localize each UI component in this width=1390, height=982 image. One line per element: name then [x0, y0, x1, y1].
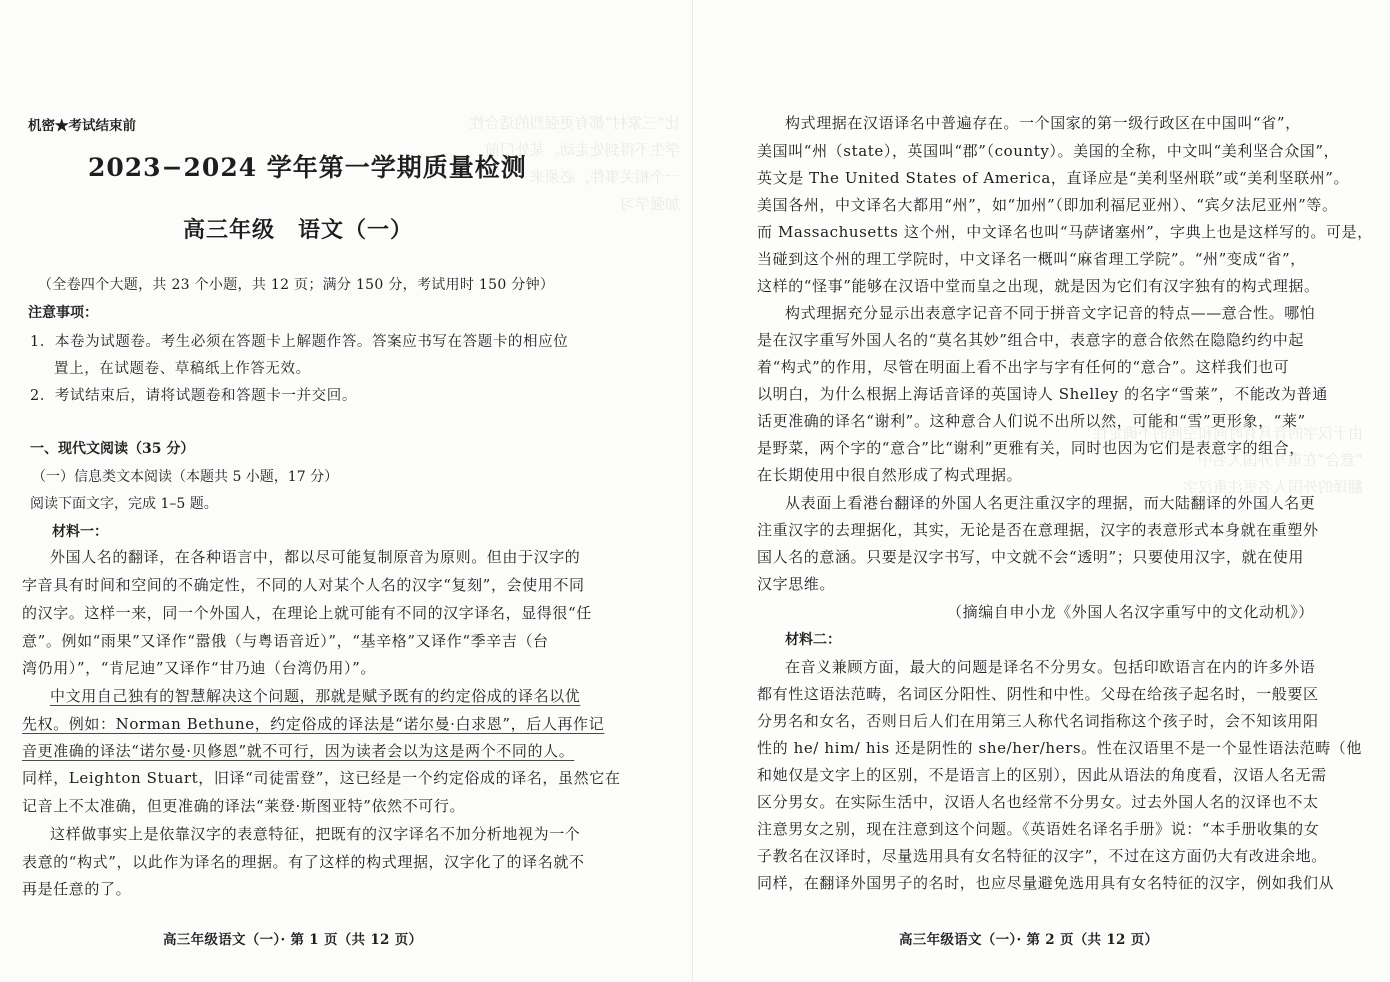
body-line: 美国叫“州（state），英国叫“郡”（county）。美国的全称，中文叫“美利坚合众国”， — [757, 142, 1340, 160]
body-line: 中文用自己独有的智慧解决这个问题，那就是赋予既有的约定俗成的译名以优 — [50, 687, 581, 705]
body-line: 都有性这语法范畴，名词区分阳性、阴性和中性。父母在给孩子起名时，一般要区 — [757, 685, 1319, 703]
body-line: 区分男女。在实际生活中，汉语人名也经常不分男女。过去外国人名的汉译也不太 — [757, 793, 1319, 811]
body-line: 外国人名的翻译，在各种语言中，都以尽可能复制原音为原则。但由于汉字的 — [50, 548, 581, 566]
body-line: 同样，Leighton Stuart，旧译“司徒雷登”，这已经是一个约定俗成的译名，虽然它在 — [22, 769, 621, 787]
citation: （摘编自申小龙《外国人名汉字重写中的文化动机》） — [947, 603, 1314, 621]
note-item: 1．本卷为试题卷。考生必须在答题卡上解题作答。答案应书写在答题卡的相应位 — [30, 334, 569, 350]
body-line: 这样做事实上是依靠汉字的表意特征，把既有的汉字译名不加分析地视为一个 — [50, 825, 581, 843]
body-line: 湾仍用）”，“肯尼迪”又译作“甘乃迪（台湾仍用）”。 — [22, 659, 376, 677]
body-line: 英文是 The United States of America，直译应是“美利坚州联”或“美利坚联州”。 — [757, 169, 1350, 187]
body-line: 记音上不太准确，但更准确的译法“莱登·斯图亚特”依然不可行。 — [22, 797, 466, 815]
body-line: 当碰到这个州的理工学院时，中文译名一概叫“麻省理工学院”。“州”变成“省”， — [757, 250, 1306, 268]
body-line: 着“构式”的作用，尽管在明面上看不出字与字有任何的“意合”。这样我们也可 — [757, 358, 1290, 376]
note-item: 置上，在试题卷、草稿纸上作答无效。 — [54, 361, 311, 377]
body-line: 字音具有时间和空间的不确定性，不同的人对某个人名的汉字“复刻”，会使用不同 — [22, 576, 585, 594]
body-line: 话更准确的译名“谢利”。这种意合人们说不出所以然，可能和“雪”更形象，“莱” — [757, 412, 1306, 430]
material-label: 材料一： — [52, 524, 108, 540]
exam-page-2 — [692, 0, 1390, 982]
bleed-through-left: 比“三家村”都有更强烈的适合性 学生不得到处走动。某处门前 一个相关事件，必须来 加强学习 — [469, 114, 680, 213]
body-line: 先权。例如：Norman Bethune，约定俗成的译法是“诺尔曼·白求恩”，后人再作记 — [22, 715, 605, 733]
body-line: 性的 he/ him/ his 还是阴性的 she/her/hers。性在汉语里不是一个显性语法范畴（他 — [757, 739, 1362, 757]
body-line: 汉字思维。 — [757, 575, 836, 593]
body-line: 的汉字。这样一来，同一个外国人，在理论上就可能有不同的汉字译名，显得很“任 — [22, 604, 592, 622]
body-line: 这样的“怪事”能够在汉语中堂而皇之出现，就是因为它们有汉字独有的构式理据。 — [757, 277, 1320, 295]
body-line: 构式理据充分显示出表意字记音不同于拼音文字记音的特点——意合性。哪怕 — [785, 304, 1316, 322]
body-line: 注意男女之别，现在注意到这个问题。《英语姓名译名手册》说：“本手册收集的女 — [757, 820, 1320, 838]
instruction: 阅读下面文字，完成 1–5 题。 — [30, 496, 218, 512]
body-line: 而 Massachusetts 这个州，中文译名也叫“马萨诸塞州”，字典上也是这样写的。可是， — [757, 223, 1373, 241]
body-line: 国人名的意涵。只要是汉字书写，中文就不会“透明”；只要使用汉字，就在使用 — [757, 548, 1304, 566]
body-line: 在音义兼顾方面，最大的问题是译名不分男女。包括印欧语言在内的许多外语 — [785, 658, 1316, 676]
body-line: 美国各州，中文译名大都用“州”，如“加州”（即加利福尼亚州）、“宾夕法尼亚州”等。 — [757, 196, 1338, 214]
exam-page-1 — [0, 0, 692, 982]
body-line: 子教名在汉译时，尽量选用具有女名特征的汉字”，不过在这方面仍大有改进余地。 — [757, 847, 1327, 865]
body-line: 注重汉字的去理据化，其实，无论是否在意理据，汉字的表意形式本身就在重塑外 — [757, 521, 1319, 539]
body-line: 同样，在翻译外国男子的名时，也应尽量避免选用具有女名特征的汉字，例如我们从 — [757, 874, 1335, 892]
notes-title: 注意事项： — [28, 305, 98, 321]
body-line: 是野菜，两个字的“意合”比“谢利”更雅有关，同时也因为它们是表意字的组合， — [757, 439, 1305, 457]
page-footer: 高三年级语文（一）· 第 2 页（共 12 页） — [899, 932, 1159, 948]
body-line: 分男名和女名，否则日后人们在用第三人称代名词指称这个孩子时，会不知该用阳 — [757, 712, 1319, 730]
exam-title: 2023−2024 学年第一学期质量检测 — [88, 153, 527, 182]
exam-info: （全卷四个大题，共 23 个小题，共 12 页；满分 150 分，考试用时 150 分钟） — [38, 277, 555, 293]
confidential-label: 机密★考试结束前 — [28, 118, 136, 134]
bleed-through-right: 由于汉字的音具有时间和空间的不确定性 “意合”在重写外国人名中 翻译的外国人名更注重汉字 — [1092, 424, 1363, 496]
section-title: 一、现代文阅读（35 分） — [30, 441, 195, 457]
body-line: 再是任意的了。 — [22, 880, 132, 898]
body-line: 构式理据在汉语译名中普遍存在。一个国家的第一级行政区在中国叫“省”， — [785, 114, 1301, 132]
note-item: 2．考试结束后，请将试题卷和答题卡一并交回。 — [30, 388, 357, 404]
material-label: 材料二： — [785, 632, 841, 648]
page-footer: 高三年级语文（一）· 第 1 页（共 12 页） — [163, 932, 423, 948]
body-line: 以明白，为什么根据上海话音译的英国诗人 Shelley 的名字“雪莱”，不能改为普通 — [757, 385, 1328, 403]
body-line: 音更准确的译法“诺尔曼·贝修恩”就不可行，因为读者会以为这是两个不同的人。 — [22, 742, 575, 760]
exam-subtitle: 高三年级 语文（一） — [183, 217, 414, 243]
body-line: 和她仅是文字上的区别，不是语言上的区别），因此从语法的角度看，汉语人名无需 — [757, 766, 1327, 784]
body-line: 是在汉字重写外国人名的“莫名其妙”组合中，表意字的意合依然在隐隐约约中起 — [757, 331, 1304, 349]
body-line: 意”。例如“雨果”又译作“嚣俄（与粤语音近）”，“基辛格”又译作“季辛吉（台 — [22, 632, 549, 650]
body-line: 表意的“构式”，以此作为译名的理据。有了这样的构式理据，汉字化了的译名就不 — [22, 853, 585, 871]
body-line: 在长期使用中很自然形成了构式理据。 — [757, 466, 1023, 484]
body-line: 从表面上看港台翻译的外国人名更注重汉字的理据，而大陆翻译的外国人名更 — [785, 494, 1316, 512]
subsection-title: （一）信息类文本阅读（本题共 5 小题，17 分） — [32, 469, 339, 485]
